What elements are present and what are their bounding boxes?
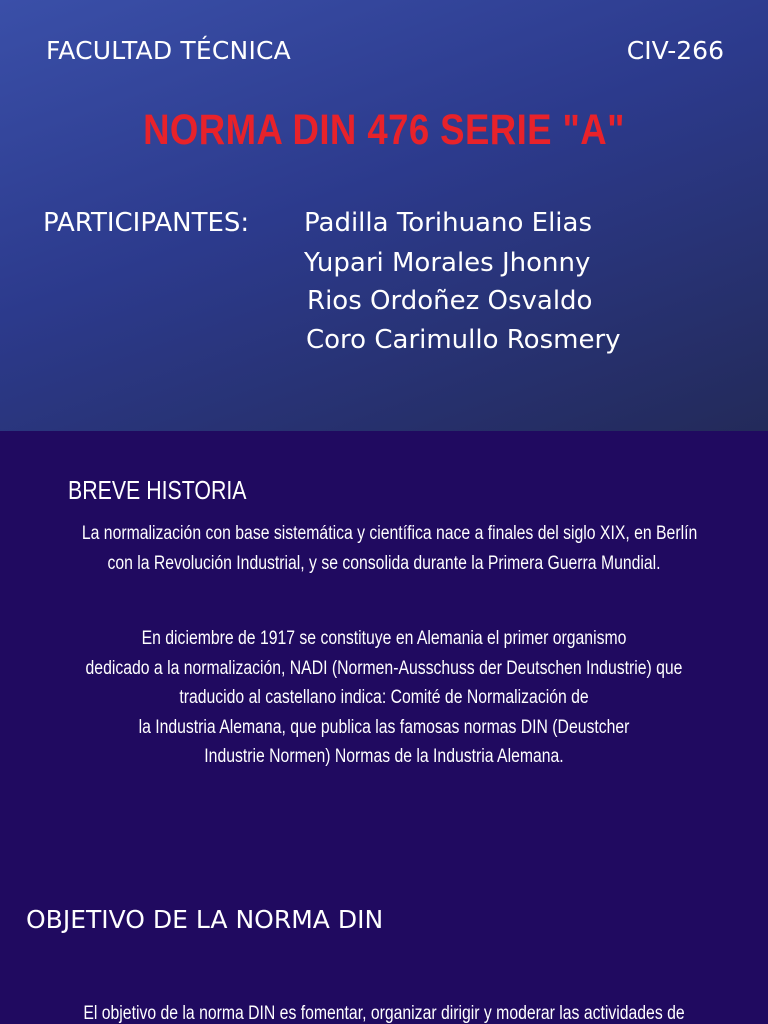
paragraph-line: Industrie Normen) Normas de la Industria Alemana. [204, 746, 564, 767]
course-code: CIV-266 [626, 36, 724, 65]
paragraph-line: con la Revolución Industrial, y se consolida durante la Primera Guerra Mundial. [107, 552, 661, 574]
history-paragraph-1 [20, 519, 748, 578]
objective-paragraph [20, 999, 748, 1024]
title-slide [0, 0, 768, 431]
history-slide [0, 431, 768, 1024]
history-paragraph-2 [20, 624, 748, 772]
paragraph-line: La normalización con base sistemática y científica nace a finales del siglo XIX, en Berlín [81, 523, 698, 544]
paragraph-line: dedicado a la normalización, NADI (Normen-Ausschuss der Deutschen Industrie) que [85, 657, 683, 679]
faculty-name: FACULTAD TÉCNICA [46, 36, 291, 65]
paragraph-line: la Industria Alemana, que publica las famosas normas DIN (Deustcher [138, 716, 630, 738]
paragraph-line: En diciembre de 1917 se constituye en Alemania el primer organismo [141, 628, 627, 649]
participant-name: Padilla Torihuano Elias [304, 208, 592, 238]
paragraph-line: traducido al castellano indica: Comité de Normalización de [179, 687, 589, 708]
participant-name: Yupari Morales Jhonny [304, 248, 591, 278]
objective-heading: OBJETIVO DE LA NORMA DIN [26, 905, 384, 934]
participant-name: Coro Carimullo Rosmery [306, 325, 621, 355]
paragraph-line: El objetivo de la norma DIN es fomentar, organizar dirigir y moderar las actividades de [83, 1003, 685, 1024]
history-heading: BREVE HISTORIA [68, 475, 247, 505]
participant-name: Rios Ordoñez Osvaldo [307, 286, 593, 316]
participants-label: PARTICIPANTES: [43, 208, 250, 238]
slide-title: NORMA DIN 476 SERIE "A" [143, 106, 625, 154]
